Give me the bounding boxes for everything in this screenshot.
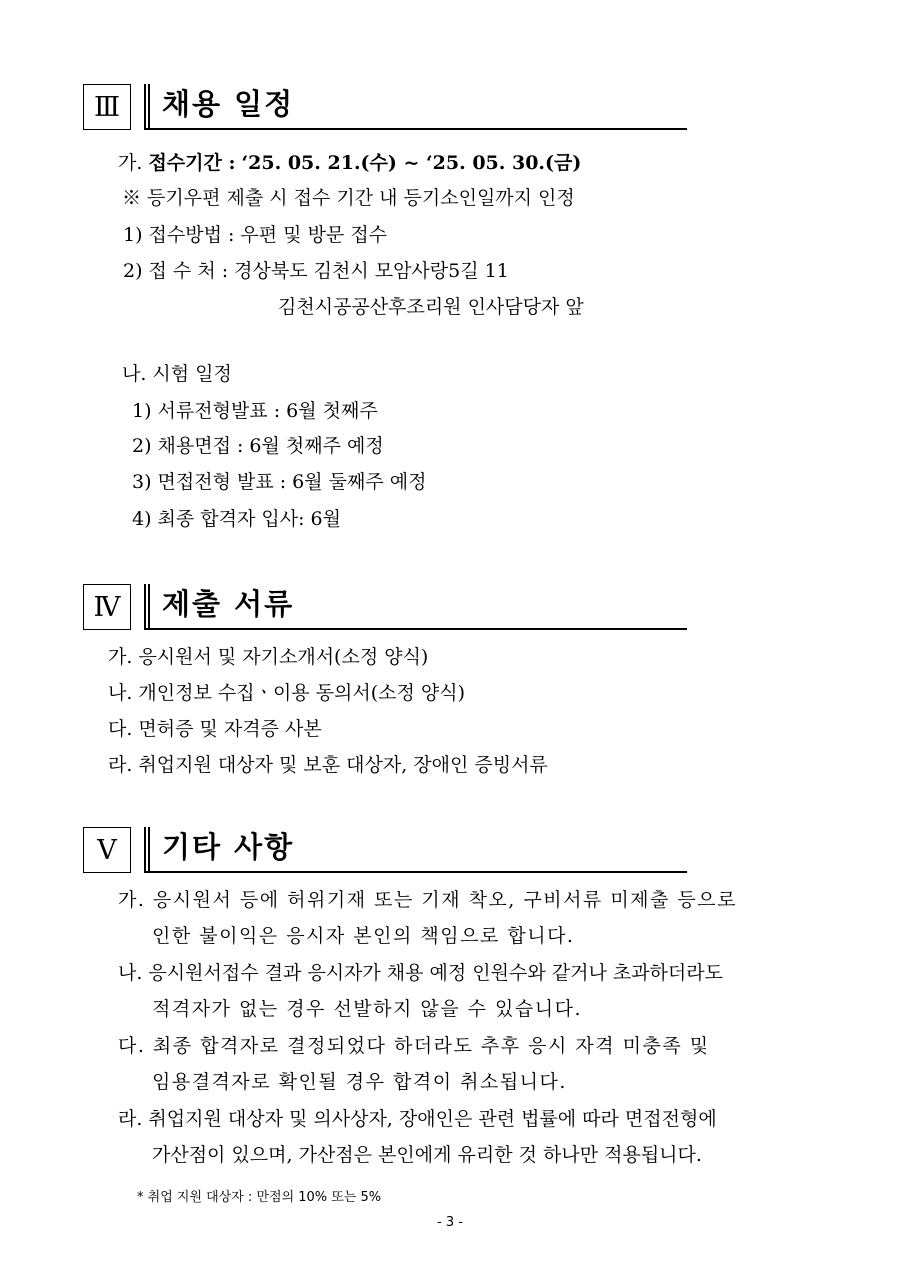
- section-title: 기타 사항: [162, 830, 295, 864]
- receipt-method: 1) 접수방법 : 우편 및 방문 접수: [123, 224, 388, 246]
- receipt-place: 2) 접 수 처 : 경상북도 김천시 모암사랑5길 11: [123, 260, 509, 282]
- other-item: 나. 응시원서접수 결과 응시자가 채용 예정 인원수와 같거나 초과하더라도: [118, 962, 723, 984]
- section-4-header: [83, 584, 687, 636]
- receipt-period-label: 접수기간 :: [148, 152, 236, 174]
- divider-bar: [144, 84, 146, 130]
- exam-step: 4) 최종 합격자 입사: 6월: [132, 508, 341, 530]
- section-number-box: Ⅴ: [83, 827, 131, 873]
- header-underline: [146, 628, 687, 630]
- document-item: 다. 면허증 및 자격증 사본: [108, 718, 322, 740]
- divider-bar: [148, 584, 150, 630]
- receipt-period-value: ‘25. 05. 21.(수) ~ ‘25. 05. 30.(금): [241, 152, 582, 174]
- other-item-continued: 인한 불이익은 응시자 본인의 책임으로 합니다.: [152, 925, 575, 947]
- section-title: 채용 일정: [162, 87, 295, 121]
- divider-bar: [148, 84, 150, 130]
- other-item-continued: 적격자가 없는 경우 선발하지 않을 수 있습니다.: [152, 998, 583, 1020]
- section-number-box: Ⅲ: [83, 84, 131, 130]
- document-item: 나. 개인정보 수집ㆍ이용 동의서(소정 양식): [108, 682, 466, 704]
- footnote: * 취업 지원 대상자 : 만점의 10% 또는 5%: [137, 1190, 382, 1205]
- other-item: 다. 최종 합격자로 결정되었다 하더라도 추후 응시 자격 미충족 및: [118, 1035, 710, 1057]
- header-underline: [146, 871, 687, 873]
- divider-bar: [144, 584, 146, 630]
- divider-bar: [144, 827, 146, 873]
- divider-bar: [148, 827, 150, 873]
- exam-schedule-heading: 나. 시험 일정: [122, 363, 232, 385]
- document-item: 가. 응시원서 및 자기소개서(소정 양식): [108, 646, 429, 668]
- receipt-place-recipient: 김천시공공산후조리원 인사담당자 앞: [278, 296, 584, 318]
- note: ※ 등기우편 제출 시 접수 기간 내 등기소인일까지 인정: [122, 187, 575, 209]
- receipt-period: [118, 150, 581, 176]
- section-5-header: [83, 827, 687, 879]
- other-item: 라. 취업지원 대상자 및 의사상자, 장애인은 관련 법률에 따라 면접전형에: [118, 1108, 717, 1130]
- other-item-continued: 임용결격자로 확인될 경우 합격이 취소됩니다.: [152, 1071, 567, 1093]
- exam-step: 3) 면접전형 발표 : 6월 둘째주 예정: [132, 471, 427, 493]
- section-3-header: [83, 84, 687, 136]
- section-number-box: Ⅳ: [83, 584, 131, 630]
- other-item-continued: 가산점이 있으며, 가산점은 본인에게 유리한 것 하나만 적용됩니다.: [152, 1144, 702, 1166]
- document-item: 라. 취업지원 대상자 및 보훈 대상자, 장애인 증빙서류: [108, 754, 548, 776]
- item-marker: 가.: [118, 152, 143, 174]
- section-title: 제출 서류: [162, 587, 295, 621]
- page-number: - 3 -: [437, 1215, 463, 1230]
- header-underline: [146, 128, 687, 130]
- exam-step: 1) 서류전형발표 : 6월 첫째주: [132, 400, 378, 422]
- other-item: 가. 응시원서 등에 허위기재 또는 기재 착오, 구비서류 미제출 등으로: [118, 889, 737, 911]
- exam-step: 2) 채용면접 : 6월 첫째주 예정: [132, 435, 384, 457]
